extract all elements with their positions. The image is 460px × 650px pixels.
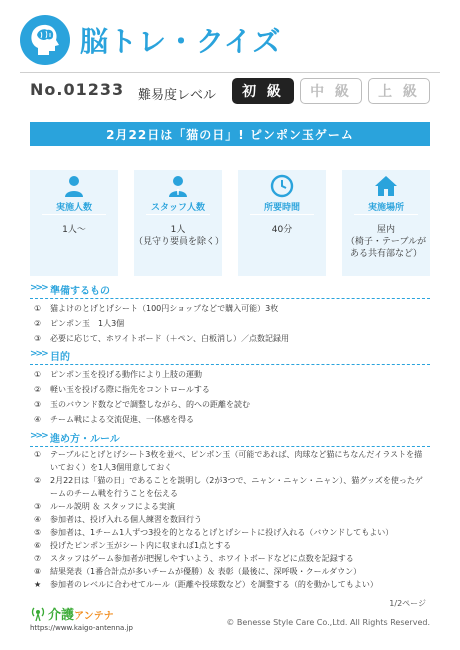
chevron-right-icon: >>> (30, 283, 47, 293)
card-value: 屋内 （椅子・テーブルが ある共有部など） (345, 225, 427, 259)
section-title: 進め方・ルール (50, 434, 120, 445)
page-title: 脳トレ・クイズ (80, 25, 282, 58)
list-item: ① テーブルにとげとげシート3枚を並べ、ピンポン玉（可能であれば、肉球など猫にちなんだイラストを描いておく）を1人3個用意しておく (34, 450, 423, 472)
section-header-prep (30, 282, 430, 296)
list-item: ④ 参加者は、投げ入れる個人練習を数回行う (34, 515, 202, 524)
level-intermediate-badge: 中 級 (300, 78, 362, 104)
chevron-right-icon: >>> (30, 431, 47, 441)
card-staff (134, 170, 225, 276)
card-value: 40分 (271, 225, 293, 235)
list-item: ② ピンポン玉 1人3個 (34, 319, 125, 328)
page-number: 1/2ページ (389, 599, 426, 608)
card-participants (30, 170, 118, 276)
list-item: ① ピンポン玉を投げる動作により上肢の運動 (34, 370, 202, 379)
card-location (342, 170, 430, 276)
list-item: ④ チーム戦による交流促進、一体感を得る (34, 415, 194, 424)
logo-text: 介護アンテナ (48, 608, 114, 623)
list-item: ⑥ 投げたピンポン玉がシート内に収まれば1点とする (34, 541, 232, 550)
list-item: ★ 参加者のレベルに合わせてルール（距離や投球数など）を調整する（的を動かしてもよい） (34, 580, 378, 589)
card-label: 所要時間 (263, 203, 300, 213)
list-item: ⑧ 結果発表（1番合計点が多いチームが優勝）＆ 表彰（最後に、深呼吸・クールダウン） (34, 567, 362, 576)
section-header-purpose (30, 348, 430, 362)
house-icon (374, 174, 398, 198)
section-title: 準備するもの (50, 286, 110, 297)
difficulty-label: 難易度レベル (138, 88, 217, 103)
list-item: ⑦ スタッフはゲーム参加者が把握しやすいよう、ホワイトボードなどに点数を記録する (34, 554, 354, 563)
level-advanced-badge: 上 級 (368, 78, 430, 104)
section-title: 目的 (50, 352, 70, 363)
card-label: 実施場所 (367, 203, 404, 213)
copyright-text: © Benesse Style Care Co.,Ltd. All Rights Reserved. (226, 618, 430, 627)
list-item: ② 軽い玉を投げる際に指先をコントロールする (34, 385, 210, 394)
list-item: ② 2月22日は「猫の日」であることを説明し（2が3つで、ニャン・ニャン・ニャン）、猫グッズを使ったゲームのチーム戦を行うことを伝える (34, 476, 423, 498)
list-item: ⑤ 参加者は、1チーム1人ずつ3投を的となるとげとげシートに投げ入れる（バウンドしてもよい） (34, 528, 394, 537)
clock-icon (270, 174, 294, 198)
card-value: 1人 （見守り要員を除く） (134, 225, 225, 247)
header (20, 14, 281, 66)
kaigo-antenna-logo[interactable] (30, 604, 140, 634)
card-value: 1人〜 (62, 225, 86, 235)
header-divider (20, 72, 440, 73)
list-item: ① 猫よけのとげとげシート（100円ショップなどで購入可能）3枚 (34, 304, 279, 313)
chevron-right-icon: >>> (30, 349, 47, 359)
brain-head-icon (20, 15, 70, 65)
list-item: ③ 必要に応じて、ホワイトボード（＋ペン、白板消し）／点数記録用 (34, 334, 289, 343)
list-item: ③ ルール説明 ＆ スタッフによる実演 (34, 502, 175, 511)
site-url[interactable]: https://www.kaigo-antenna.jp (30, 624, 133, 632)
staff-icon (166, 174, 190, 198)
card-label: スタッフ人数 (150, 203, 205, 213)
list-item: ③ 玉のバウンド数などで調整しながら、的への距離を読む (34, 400, 250, 409)
level-beginner-badge: 初 級 (232, 78, 294, 104)
card-label: 実施人数 (55, 203, 92, 213)
section-header-rules (30, 430, 430, 444)
antenna-icon (30, 606, 46, 622)
person-icon (62, 174, 86, 198)
quiz-number: No.01233 (30, 80, 125, 99)
theme-banner: 2月22日は「猫の日」! ピンポン玉ゲーム (30, 122, 430, 146)
card-duration (238, 170, 326, 276)
